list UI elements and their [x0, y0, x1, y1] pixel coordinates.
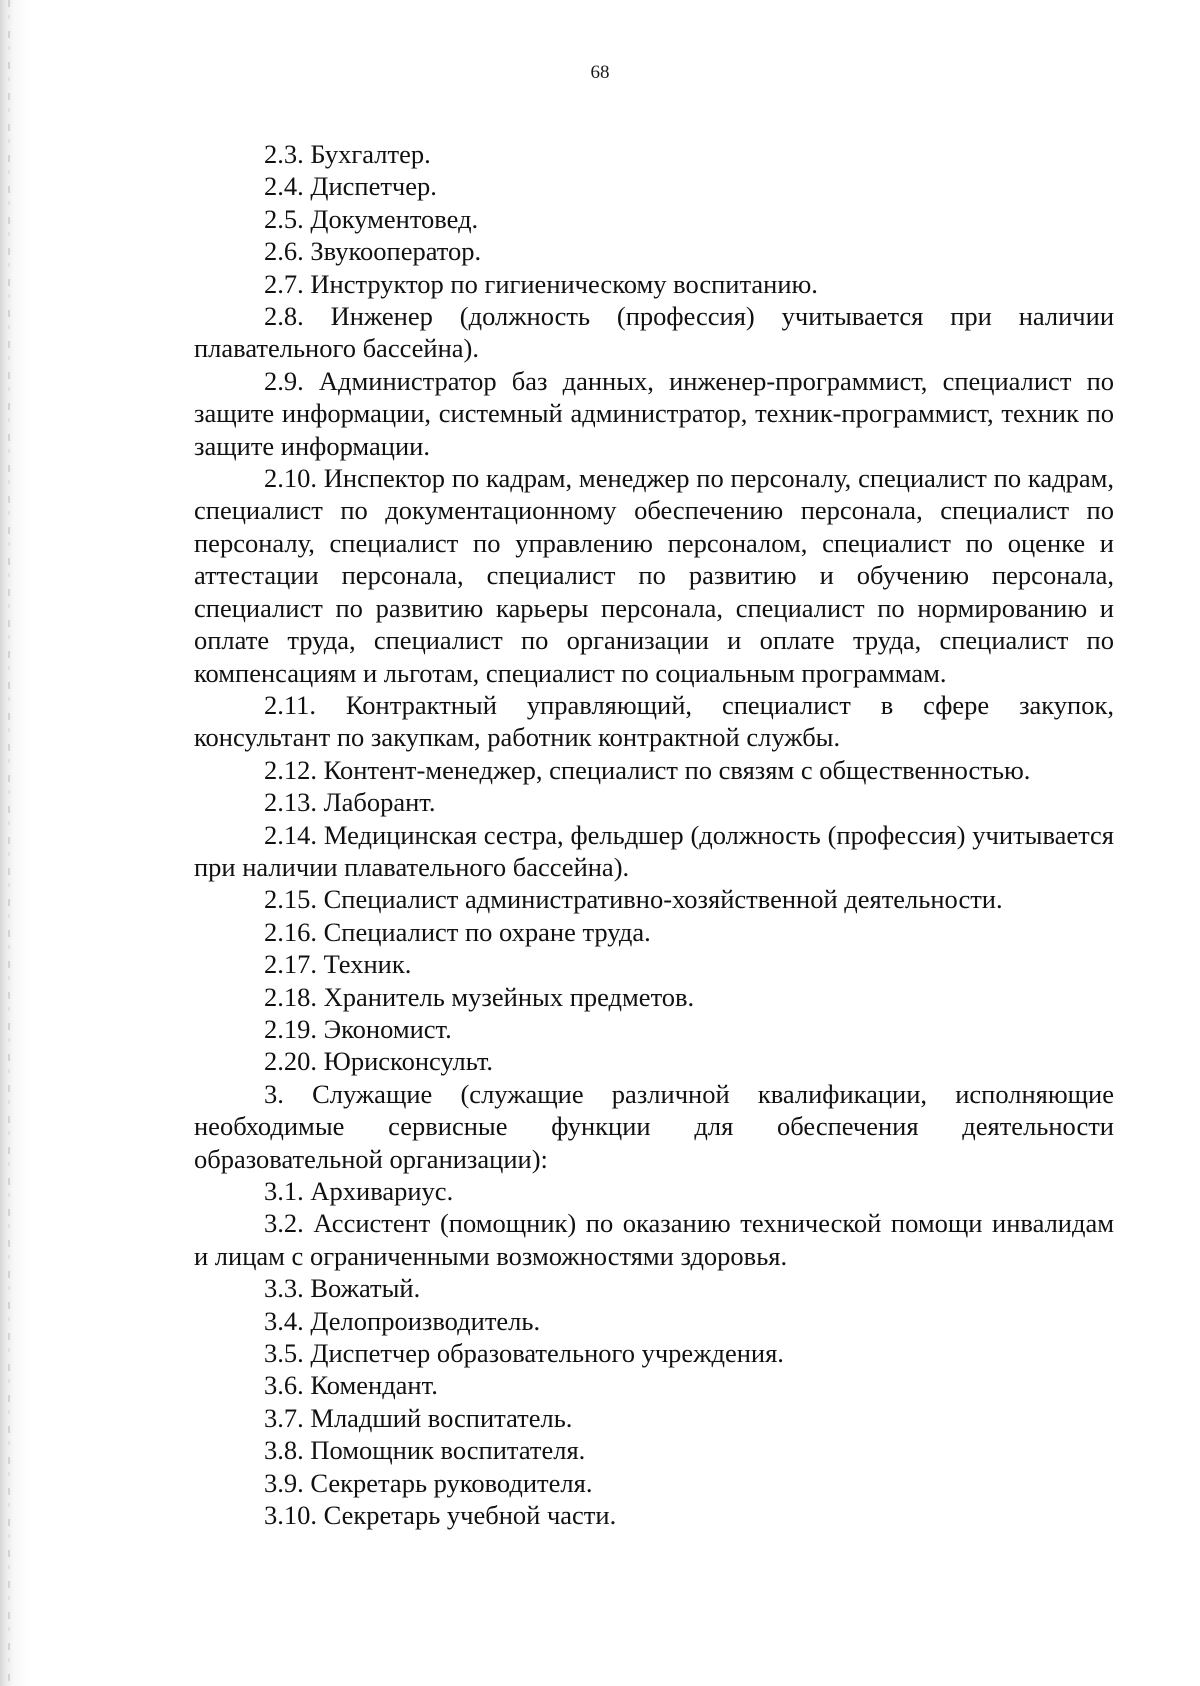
list-item: 3.5. Диспетчер образовательного учреждения.: [264, 1338, 784, 1369]
list-item: 2.18. Хранитель музейных предметов.: [264, 981, 695, 1012]
list-item: 2.10. Инспектор по кадрам, менеджер по персоналу, специалист по кадрам, специалист по документационному обеспечению персонала, специалист по персоналу, специалист по управлению персоналом, специалист по оценке и аттестации персонала, специалист по развитию и обучению персонала, специалист по развитию карьеры персонала, специалист по нормированию и оплате труда, специалист по организации и оплате труда, специалист по компенсациям и льготам, специалист по социальным программам.: [194, 463, 1114, 688]
list-item: 2.11. Контрактный управляющий, специалист в сфере закупок, консультант по закупкам, работник контрактной службы.: [194, 689, 1114, 753]
document-body: [194, 138, 1114, 1531]
list-item: 2.3. Бухгалтер.: [264, 139, 431, 169]
list-item: 3.8. Помощник воспитателя.: [264, 1435, 586, 1466]
list-item: 2.17. Техник.: [264, 949, 412, 980]
list-item: 3.2. Ассистент (помощник) по оказанию технической помощи инвалидам и лицам с ограниченными возможностями здоровья.: [194, 1208, 1114, 1271]
list-item: 3.10. Секретарь учебной части.: [264, 1500, 617, 1531]
list-item: 2.20. Юрисконсульт.: [264, 1046, 494, 1077]
list-item: 3.4. Делопроизводитель.: [264, 1305, 541, 1336]
list-item: 2.8. Инженер (должность (профессия) учитывается при наличии плавательного бассейна).: [194, 301, 1114, 364]
list-item: 2.9. Администратор баз данных, инженер-программист, специалист по защите информации, системный администратор, техник-программист, техник по защите информации.: [194, 365, 1114, 461]
list-item: 2.19. Экономист.: [264, 1013, 452, 1044]
list-item: 2.4. Диспетчер.: [264, 171, 437, 202]
list-item: 2.7. Инструктор по гигиеническому воспитанию.: [264, 268, 818, 299]
list-item: 3.7. Младший воспитатель.: [264, 1402, 573, 1433]
list-item: 3.1. Архивариус.: [264, 1176, 454, 1206]
list-item: 3.6. Комендант.: [264, 1370, 438, 1401]
page-number: 68: [590, 62, 610, 83]
list-item: 3.3. Вожатый.: [264, 1273, 421, 1304]
list-item: 2.14. Медицинская сестра, фельдшер (должность (профессия) учитывается при наличии плавательного бассейна).: [194, 819, 1114, 882]
list-item: 2.16. Специалист по охране труда.: [264, 916, 651, 947]
section-heading: 3. Служащие (служащие различной квалификации, исполняющие необходимые сервисные функции для обеспечения деятельности образовательной организации):: [194, 1078, 1114, 1174]
list-item: 2.15. Специалист административно-хозяйственной деятельности.: [264, 884, 1003, 915]
list-item: 2.6. Звукооператор.: [264, 236, 482, 267]
list-item: 2.5. Документовед.: [264, 203, 479, 234]
list-item: 2.12. Контент-менеджер, специалист по связям с общественностью.: [264, 754, 1031, 785]
list-item: 2.13. Лаборант.: [264, 787, 436, 818]
scan-edge: [0, 0, 40, 1686]
list-item: 3.9. Секретарь руководителя.: [264, 1467, 593, 1498]
